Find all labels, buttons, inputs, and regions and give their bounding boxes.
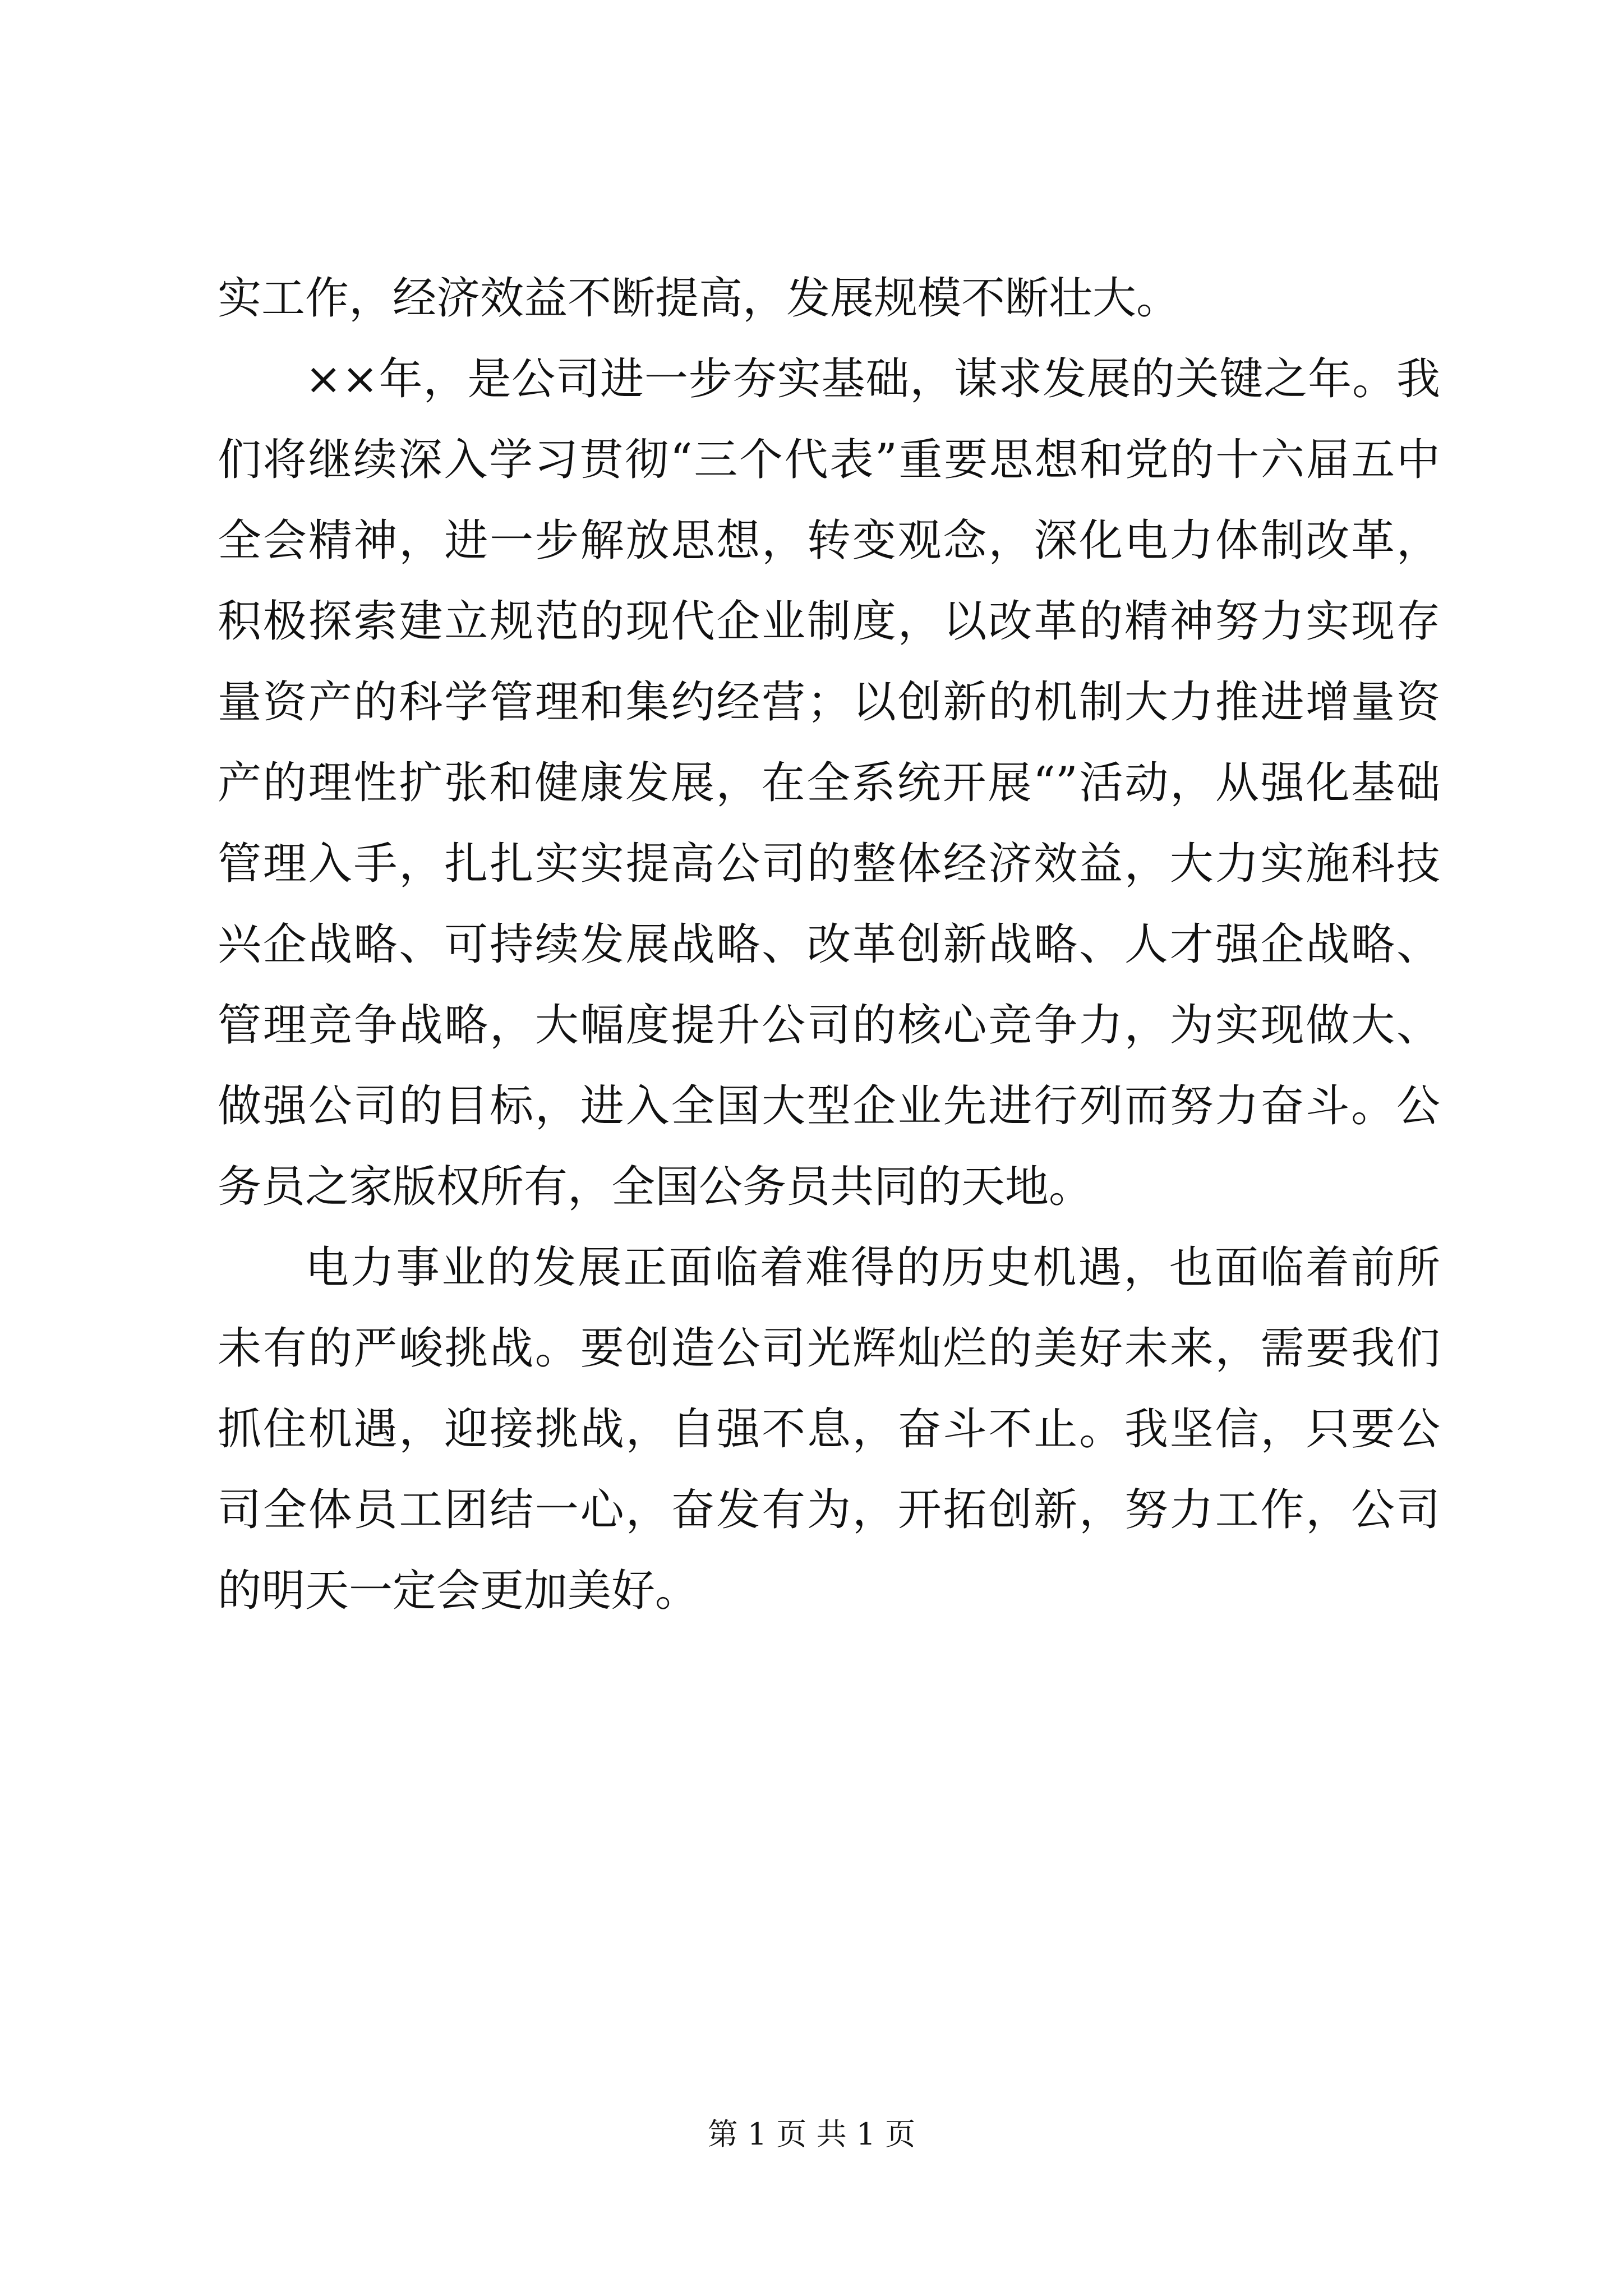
paragraph-continuation: 实工作，经济效益不断提高，发展规模不断壮大。 (218, 273, 1181, 324)
paragraph-plans: ××年，是公司进一步夯实基础，谋求发展的关键之年。我们将继续深入学习贯彻“三个代表”重要思想和党的十六届五中全会精神，进一步解放思想，转变观念，深化电力体制改革，积极探索建立规范的现代企业制度，以改革的精神努力实现存量资产的科学管理和集约经营；以创新的机制大力推进增量资产的理性扩张和健康发展，在全系统开展“”活动，从强化基础管理入手，扎扎实实提高公司的整体经济效益，大力实施科技兴企战略、可持续发展战略、改革创新战略、人才强企战略、管理竞争战略，大幅度提升公司的核心竞争力，为实现做大、做强公司的目标，进入全国大型企业先进行列而努力奋斗。公务员之家版权所有，全国公务员共同的天地。 (218, 354, 1440, 1212)
document-body (218, 258, 1440, 1631)
paragraph-outlook: 电力事业的发展正面临着难得的历史机遇，也面临着前所未有的严峻挑战。要创造公司光辉灿烂的美好未来，需要我们抓住机遇，迎接挑战，自强不息，奋斗不止。我坚信，只要公司全体员工团结一心，奋发有为，开拓创新，努力工作，公司的明天一定会更加美好。 (218, 1243, 1440, 1616)
page-footer: 第 1 页 共 1 页 (707, 2116, 916, 2152)
